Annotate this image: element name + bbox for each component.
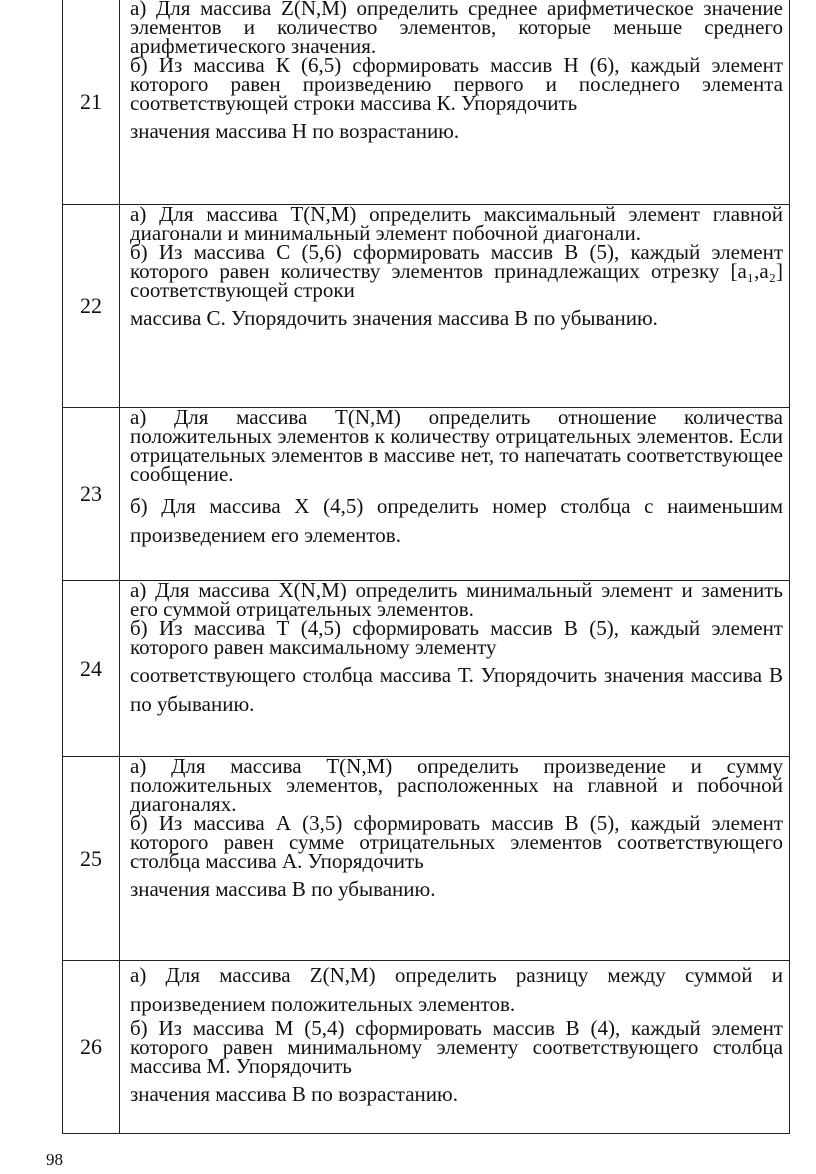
task-part-c: соответствующего столбца массива Т. Упорядочить значения массива В по убыванию. bbox=[130, 663, 783, 716]
table-row bbox=[63, 408, 790, 581]
task-number: 24 bbox=[80, 655, 102, 681]
table-row bbox=[63, 961, 790, 1134]
task-part-a: а) Для массива Z(N,M) определить среднее арифметическое значение элементов и количество элементов, которые меньше среднего арифметического значения. bbox=[130, 0, 783, 58]
task-text-cell bbox=[120, 754, 790, 961]
task-number-cell bbox=[63, 757, 120, 961]
task-text-cell bbox=[120, 578, 790, 757]
task-number-cell bbox=[63, 961, 120, 1134]
table-row bbox=[63, 757, 790, 961]
task-part-c: значения массива Н по возрастанию. bbox=[130, 119, 460, 143]
task-part-c: значения массива В по убыванию. bbox=[130, 877, 436, 901]
task-text-cell bbox=[120, 961, 790, 1134]
task-part-c: массива С. Упорядочить значения массива В по убыванию. bbox=[130, 306, 658, 330]
task-part-b: б) Из массива А (3,5) сформировать массив В (5), каждый элемент которого равен сумме отрицательных элементов соответствующего столбца массива А. Упорядочить bbox=[130, 811, 783, 873]
task-number-cell bbox=[63, 581, 120, 757]
table-row bbox=[63, 581, 790, 757]
task-part-a: а) Для массива X(N,M) определить минимальный элемент и заменить его суммой отрицательных элементов. bbox=[130, 578, 783, 621]
task-number: 26 bbox=[80, 1034, 102, 1059]
task-number: 21 bbox=[80, 88, 102, 114]
task-part-c: значения массива В по возрастанию. bbox=[130, 1082, 458, 1106]
task-number-cell bbox=[63, 0, 120, 205]
page-number: 98 bbox=[46, 1150, 63, 1169]
task-number-cell bbox=[63, 205, 120, 408]
task-text-cell bbox=[120, 405, 790, 581]
task-number: 22 bbox=[80, 293, 102, 318]
table-row bbox=[63, 0, 790, 205]
task-part-a: а) Для массива T(N,M) определить произведение и сумму положительных элементов, расположенных на главной и побочной диагоналях. bbox=[130, 754, 783, 816]
task-part-b: б) Из массива К (6,5) сформировать массив Н (6), каждый элемент которого равен произведению первого и последнего элемента соответствующей строки массива К. Упорядочить bbox=[130, 53, 783, 115]
task-part-a: а) Для массива T(N,M) определить максимальный элемент главной диагонали и минимальный элемент побочной диагонали. bbox=[130, 202, 783, 245]
task-part-a: а) Для массива T(N,M) определить отношение количества положительных элементов к количеству отрицательных элементов. Если отрицательных элементов в массиве нет, то напечатать соответствующее сообщение. bbox=[130, 405, 783, 486]
task-number-cell bbox=[63, 408, 120, 581]
task-text-cell bbox=[120, 202, 790, 408]
task-number: 23 bbox=[80, 481, 102, 506]
task-part-b: б) Из массива М (5,4) сформировать массив В (4), каждый элемент которого равен минимальному элементу соответствующего столбца массива М. Упорядочить bbox=[130, 1016, 783, 1078]
task-part-b: б) Из массива Т (4,5) сформировать массив В (5), каждый элемент которого равен максимальному элементу bbox=[130, 616, 783, 659]
task-part-b: б) Из массива С (5,6) сформировать массив В (5), каждый элемент которого равен количеству элементов принадлежащих отрезку [a₁,a₂] соответствующей строки bbox=[130, 240, 783, 302]
task-text-cell bbox=[120, 0, 790, 205]
task-part-b: б) Для массива Х (4,5) определить номер столбца с наименьшим произведением его элементов. bbox=[130, 494, 783, 547]
table-row bbox=[63, 205, 790, 408]
task-table bbox=[62, 0, 790, 1134]
task-part-a: а) Для массива Z(N,M) определить разницу между суммой и произведением положительных элементов. bbox=[130, 963, 783, 1016]
task-number: 25 bbox=[80, 845, 102, 871]
